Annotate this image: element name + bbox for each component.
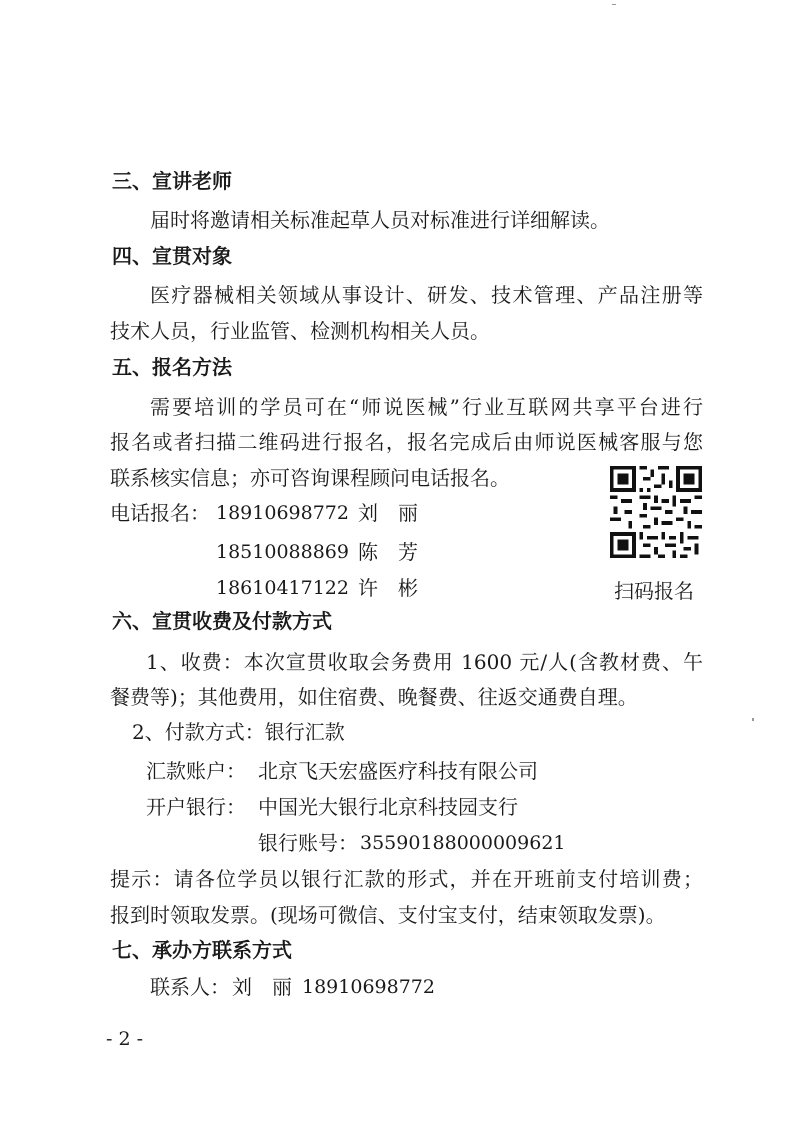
contact-name: 许 彬 <box>358 576 418 600</box>
scan-speck <box>752 718 754 721</box>
qr-caption: 扫码报名 <box>614 579 694 603</box>
fee-line-2: 餐费等)；其他费用，如住宿费、晚餐费、往返交通费自理。 <box>110 685 638 709</box>
bank-value: 中国光大银行北京科技园支行 <box>258 795 518 819</box>
account-label: 汇款账户： <box>146 759 246 783</box>
account-value: 北京飞天宏盛医疗科技有限公司 <box>258 759 538 783</box>
contact-phone: 18610417122 <box>216 577 349 599</box>
phone-signup-label: 电话报名： <box>110 501 210 525</box>
contact-person-name: 刘 丽 <box>232 975 292 999</box>
bank-label: 开户银行： <box>146 795 246 819</box>
contact-name: 陈 芳 <box>358 540 418 564</box>
contact-name: 刘 丽 <box>358 501 418 525</box>
account-number-label: 银行账号： <box>258 831 358 855</box>
contact-label: 联系人： <box>150 975 230 999</box>
signup-qr-code[interactable] <box>610 466 702 558</box>
contact-phone: 18910698772 <box>216 502 349 524</box>
contact-phone: 18510088869 <box>216 541 349 563</box>
page-number: - 2 - <box>106 1028 144 1050</box>
section-4-line-2: 技术人员，行业监管、检测机构相关人员。 <box>110 319 490 343</box>
section-3-heading: 三、宣讲老师 <box>112 169 232 193</box>
payment-method: 2、付款方式：银行汇款 <box>132 720 345 744</box>
fee-line-1: 1、收费：本次宣贯收取会务费用 1600 元/人(含教材费、午 <box>146 650 703 674</box>
section-3-text: 届时将邀请相关标准起草人员对标准进行详细解读。 <box>150 208 610 232</box>
section-6-heading: 六、宣贯收费及付款方式 <box>112 609 332 633</box>
section-5-line-3: 联系核实信息；亦可咨询课程顾问电话报名。 <box>110 466 510 490</box>
section-5-line-1: 需要培训的学员可在“师说医械”行业互联网共享平台进行 <box>150 395 703 419</box>
section-7-heading: 七、承办方联系方式 <box>112 938 292 962</box>
section-4-heading: 四、宣贯对象 <box>112 244 232 268</box>
contact-person-phone: 18910698772 <box>302 976 435 998</box>
account-number-value: 35590188000009621 <box>360 832 566 854</box>
tip-line-1: 提示：请各位学员以银行汇款的形式，并在开班前支付培训费； <box>110 867 703 891</box>
tip-line-2: 报到时领取发票。(现场可微信、支付宝支付，结束领取发票)。 <box>110 903 666 927</box>
scan-speck <box>612 4 616 5</box>
section-5-heading: 五、报名方法 <box>112 355 232 379</box>
section-4-line-1: 医疗器械相关领域从事设计、研发、技术管理、产品注册等 <box>150 283 703 307</box>
section-5-line-2: 报名或者扫描二维码进行报名，报名完成后由师说医械客服与您 <box>110 430 703 454</box>
